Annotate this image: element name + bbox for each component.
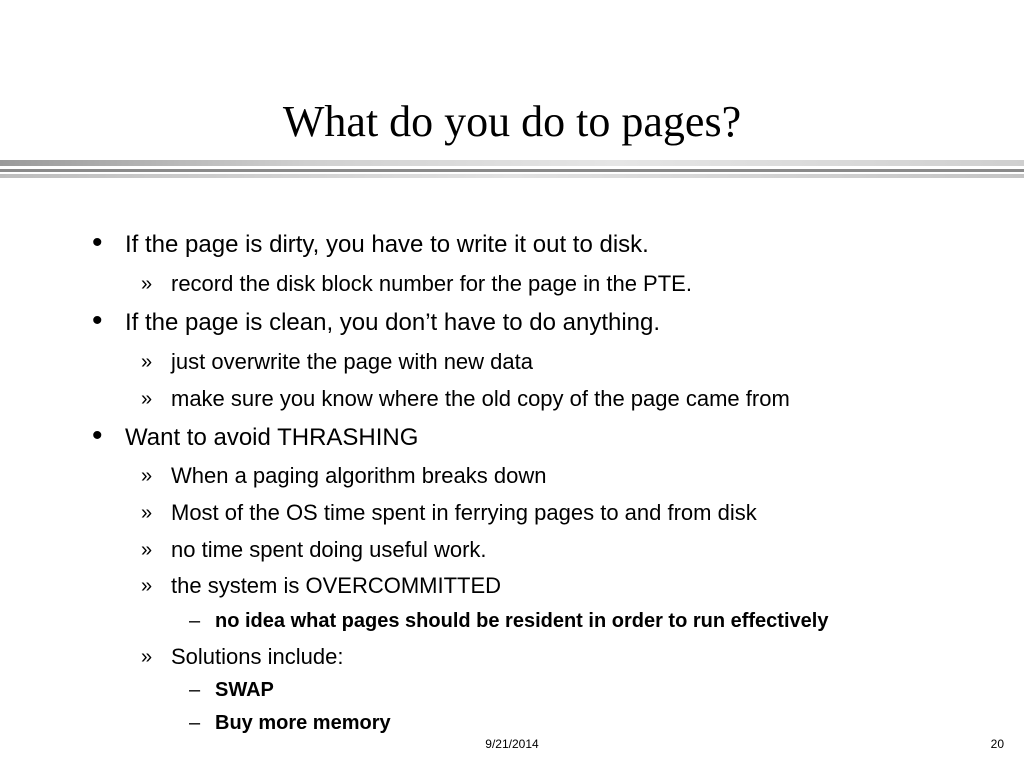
sub-bullet-text: no time spent doing useful work. [171, 537, 487, 562]
dash-bullet-icon: – [189, 679, 201, 701]
slide-title: What do you do to pages? [282, 97, 742, 146]
dash-bullet-icon: – [189, 712, 201, 734]
sub-bullet-text: record the disk block number for the page in the PTE. [171, 271, 692, 296]
sub-bullet-text: the system is OVERCOMMITTED [171, 573, 502, 598]
sub-sub-bullet-text: Buy more memory [215, 712, 391, 734]
sub-bullet-text: When a paging algorithm breaks down [171, 463, 547, 488]
sub-bullet-icon: » [141, 465, 153, 487]
sub-bullet-icon: » [141, 388, 153, 410]
bullet-item-text: If the page is dirty, you have to write it out to disk. [125, 231, 649, 258]
title-divider-bottom [0, 174, 1024, 178]
sub-bullet-text: make sure you know where the old copy of the page came from [171, 386, 790, 411]
bullet-icon: • [92, 304, 103, 337]
sub-sub-bullet-text: no idea what pages should be resident in order to run effectively [215, 610, 829, 632]
sub-sub-bullet-text: SWAP [215, 679, 274, 701]
bullet-icon: • [92, 226, 103, 259]
sub-bullet-icon: » [141, 539, 153, 561]
title-divider-middle [0, 169, 1024, 172]
footer-date: 9/21/2014 [485, 737, 539, 751]
dash-bullet-icon: – [189, 610, 201, 632]
sub-bullet-text: just overwrite the page with new data [171, 349, 533, 374]
bullet-item-text: Want to avoid THRASHING [125, 424, 419, 451]
sub-bullet-icon: » [141, 273, 153, 295]
bullet-icon: • [92, 419, 103, 452]
sub-bullet-icon: » [141, 646, 153, 668]
sub-bullet-icon: » [141, 575, 153, 597]
bullet-item-text: If the page is clean, you don’t have to do anything. [125, 309, 661, 336]
footer-page-number: 20 [990, 737, 1004, 751]
sub-bullet-icon: » [141, 502, 153, 524]
sub-bullet-text: Solutions include: [171, 644, 344, 669]
sub-bullet-icon: » [141, 351, 153, 373]
title-divider-top [0, 160, 1024, 166]
sub-bullet-text: Most of the OS time spent in ferrying pages to and from disk [171, 500, 757, 525]
